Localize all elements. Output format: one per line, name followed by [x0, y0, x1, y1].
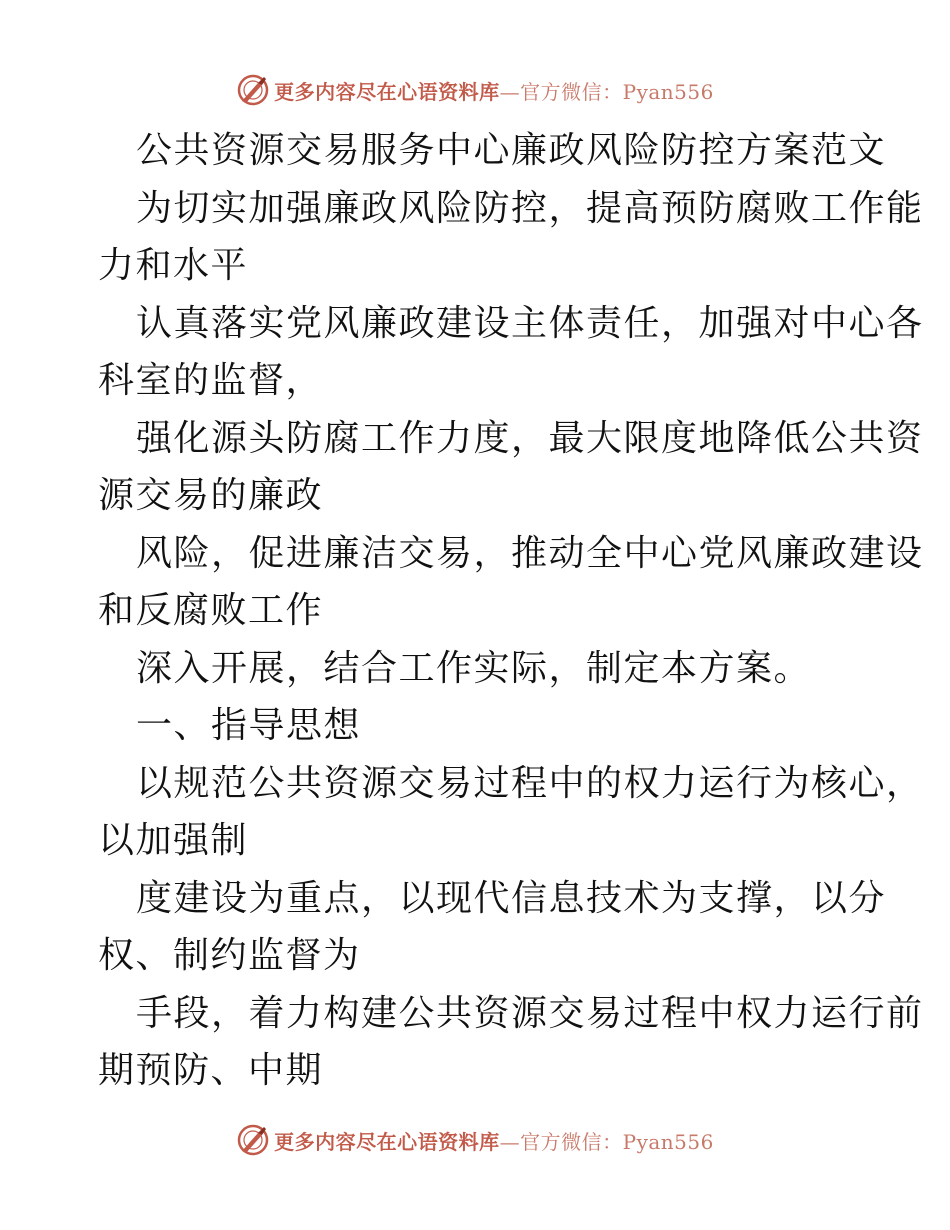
document-title: 公共资源交易服务中心廉政风险防控方案范文 — [136, 130, 887, 171]
footer-banner-rest: —官方微信：Pyan556 — [499, 1129, 714, 1154]
paragraph-line: 期预防、中期 — [98, 1050, 324, 1091]
paragraph-line: 和反腐败工作 — [98, 590, 324, 631]
footer-banner — [0, 1120, 950, 1160]
paragraph-line: 为切实加强廉政风险防控，提高预防腐败工作能 — [136, 187, 924, 229]
paragraph-line: 源交易的廉政 — [98, 475, 324, 516]
paragraph-line: 科室的监督， — [98, 360, 324, 401]
paragraph-line: 风险，促进廉洁交易，推动全中心党风廉政建设 — [136, 532, 924, 574]
header-banner — [0, 70, 950, 110]
paragraph-line: 手段，着力构建公共资源交易过程中权力运行前 — [136, 992, 924, 1034]
paragraph-line: 深入开展，结合工作实际，制定本方案。 — [136, 647, 812, 689]
document-body — [98, 122, 924, 1100]
footer-banner-emph: 更多内容尽在心语资料库 — [274, 1129, 500, 1154]
paragraph-line: 度建设为重点，以现代信息技术为支撑，以分 — [136, 877, 887, 919]
paragraph-line: 认真落实党风廉政建设主体责任，加强对中心各 — [136, 302, 924, 344]
paragraph-line: 力和水平 — [98, 245, 249, 286]
pen-logo-icon — [236, 1123, 270, 1157]
paragraph-line: 强化源头防腐工作力度，最大限度地降低公共资 — [136, 417, 924, 459]
header-banner-rest: —官方微信：Pyan556 — [499, 79, 714, 104]
footer-banner-text — [274, 1126, 714, 1155]
paragraph-line: 权、制约监督为 — [98, 935, 361, 976]
header-banner-text — [274, 76, 714, 105]
paragraph-line: 以加强制 — [98, 820, 249, 861]
paragraph-line: 以规范公共资源交易过程中的权力运行为核心， — [136, 762, 924, 804]
header-banner-emph: 更多内容尽在心语资料库 — [274, 79, 500, 104]
section-heading: 一、指导思想 — [136, 705, 362, 746]
pen-logo-icon — [236, 73, 270, 107]
